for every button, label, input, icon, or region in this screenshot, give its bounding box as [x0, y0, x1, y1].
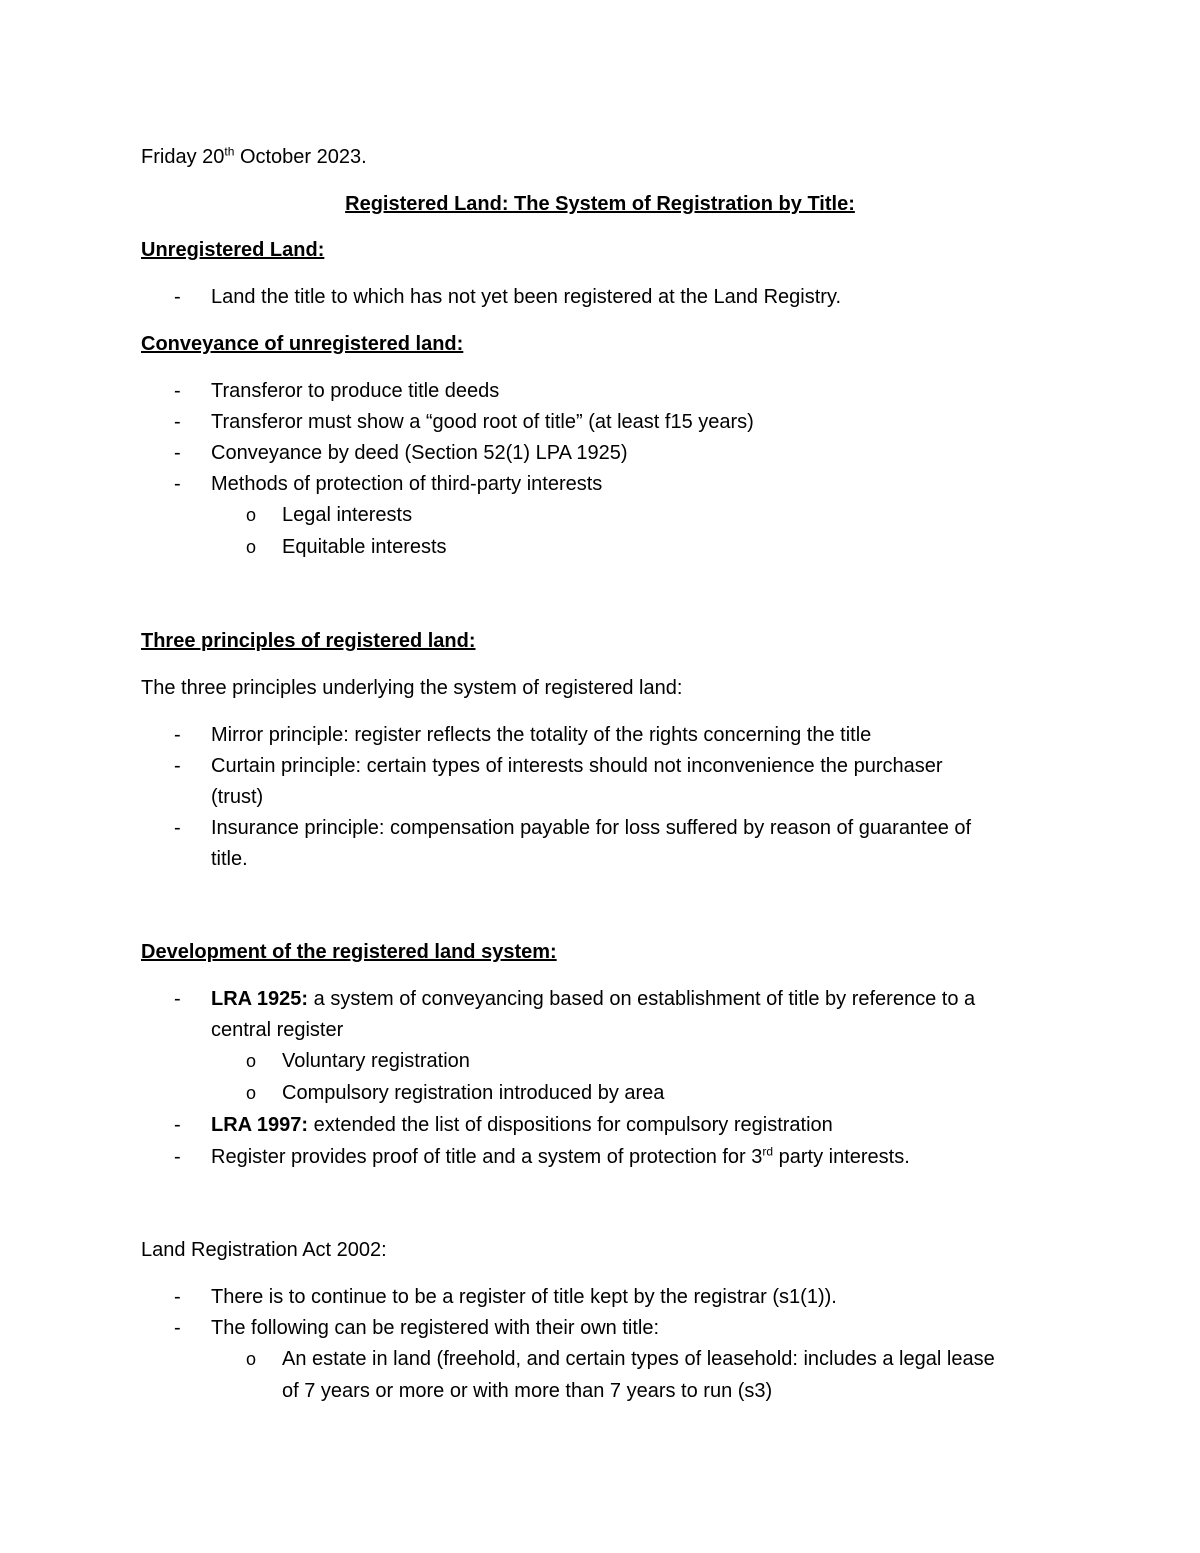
date-suffix: October 2023. — [234, 146, 367, 168]
bullet-dash: - — [174, 817, 181, 839]
list-item: There is to continue to be a register of title kept by the registrar (s1(1)). — [211, 1286, 837, 1308]
list-item-continuation: title. — [211, 848, 248, 870]
principles-intro: The three principles underlying the system of registered land: — [141, 677, 683, 699]
sub-list-item: Legal interests — [282, 504, 413, 526]
date-sup: th — [224, 144, 235, 159]
bullet-circle: o — [246, 1349, 257, 1369]
list-item-continuation: (trust) — [211, 786, 264, 808]
bullet-dash: - — [174, 1317, 181, 1339]
heading-development: Development of the registered land system: — [141, 941, 557, 963]
lra-1997-label: LRA 1997: — [211, 1114, 309, 1136]
heading-unregistered-land: Unregistered Land: — [141, 239, 325, 261]
register-suffix: party interests. — [773, 1146, 910, 1168]
lra-1925-label: LRA 1925: — [211, 988, 309, 1010]
list-item-continuation: central register — [211, 1019, 344, 1041]
bullet-circle: o — [246, 1083, 257, 1103]
list-item: Land the title to which has not yet been registered at the Land Registry. — [211, 286, 842, 308]
sub-list-item-continuation: of 7 years or more or with more than 7 years to run (s3) — [282, 1380, 773, 1402]
bullet-dash: - — [174, 1286, 181, 1308]
bullet-dash: - — [174, 473, 181, 495]
lra-1997-text: extended the list of dispositions for compulsory registration — [308, 1114, 833, 1136]
sub-list-item: Compulsory registration introduced by area — [282, 1082, 665, 1104]
bullet-dash: - — [174, 380, 181, 402]
heading-three-principles: Three principles of registered land: — [141, 630, 476, 652]
list-item: The following can be registered with their own title: — [211, 1317, 660, 1339]
bullet-dash: - — [174, 1114, 181, 1136]
register-sup: rd — [762, 1144, 774, 1159]
heading-lra-2002: Land Registration Act 2002: — [141, 1239, 387, 1261]
list-item-lra-1925 — [211, 987, 975, 1011]
sub-list-item: Equitable interests — [282, 536, 447, 558]
list-item: Transferor to produce title deeds — [211, 380, 500, 402]
bullet-dash: - — [174, 286, 181, 308]
list-item: Curtain principle: certain types of interests should not inconvenience the purchaser — [211, 755, 943, 777]
date-line — [141, 145, 367, 169]
bullet-circle: o — [246, 1051, 257, 1071]
list-item: Methods of protection of third-party interests — [211, 473, 603, 495]
bullet-dash: - — [174, 755, 181, 777]
bullet-dash: - — [174, 1146, 181, 1168]
bullet-dash: - — [174, 411, 181, 433]
list-item-lra-1997 — [211, 1113, 833, 1137]
sub-list-item: Voluntary registration — [282, 1050, 470, 1072]
list-item: Conveyance by deed (Section 52(1) LPA 1925) — [211, 442, 628, 464]
heading-conveyance: Conveyance of unregistered land: — [141, 333, 464, 355]
bullet-dash: - — [174, 442, 181, 464]
list-item: Transferor must show a “good root of title” (at least f15 years) — [211, 411, 754, 433]
bullet-circle: o — [246, 505, 257, 525]
bullet-dash: - — [174, 988, 181, 1010]
document-title: Registered Land: The System of Registration by Title: — [345, 193, 855, 215]
sub-list-item: An estate in land (freehold, and certain types of leasehold: includes a legal lease — [282, 1348, 995, 1370]
list-item: Insurance principle: compensation payable for loss suffered by reason of guarantee of — [211, 817, 972, 839]
list-item: Mirror principle: register reflects the totality of the rights concerning the title — [211, 724, 872, 746]
lra-1925-text: a system of conveyancing based on establishment of title by reference to a — [308, 988, 976, 1010]
register-prefix: Register provides proof of title and a system of protection for 3 — [211, 1146, 763, 1168]
list-item-register — [211, 1145, 910, 1169]
bullet-circle: o — [246, 537, 257, 557]
bullet-dash: - — [174, 724, 181, 746]
date-prefix: Friday 20 — [141, 146, 225, 168]
